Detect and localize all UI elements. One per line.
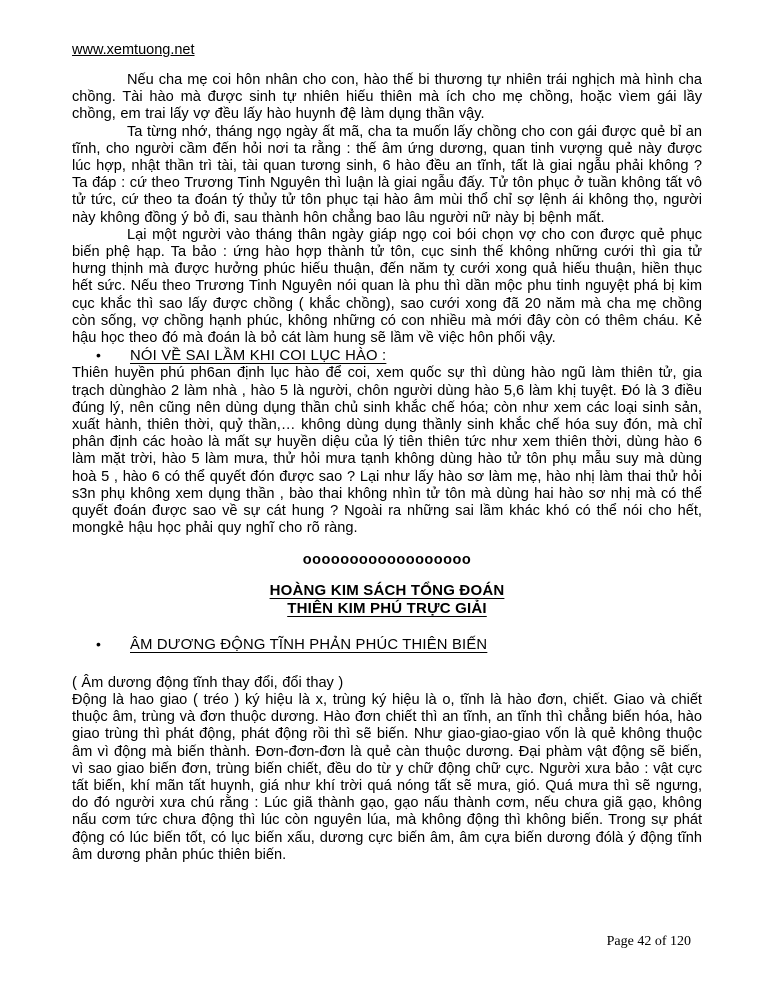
paragraph-thien-huyen-phu: Thiên huyền phú ph6an định lục hào để coi, xem quốc sự thì dùng hào ngũ làm thiên tử, gia trạch dùnghào 2 làm nhà , hào 5 là người, chôn người dùng hào 5,6 làm khị tuyệt. Đó là 3 điều đúng lý, nên cũng nên dùng dụng thần chủ sinh khắc chế hóa; còn như xem các loại sinh sản, xuất hành, thiên thời, quỷ thần,… không dùng dụng thầnly sinh khắc chế hóa suy đón, mà chỉ phân định các hoào là mất sự huyền diệu của lý tiên thiên tức như xem thiên thời, dùng hào 6 làm mặt trời, hào 5 làm mưa, thử hỏi mưa tạnh không dùng hào tử tôn phụ mẫu suy mà dùng hoà 5 , hào 6 có thể quyết đón được sao ? Lại như lấy hào sơ làm mẹ, hào nhị làm thai thử hỏi s3n phụ không xem dụng thần , bào thai không nhìn tử tôn mà dùng hai hào sơ nhị mà có thể quyết đoán được sao về sự cát hung ? Ngoài ra những sai lầm khác khó có thể nói cho hết, mongkẻ hậu học phải quy nghĩ cho rõ ràng. [72, 365, 702, 537]
section-heading-am-duong-dong-tinh [96, 636, 702, 654]
site-url-header: www.xemtuong.net [72, 42, 195, 58]
paragraph-first-anecdote: Ta từng nhớ, tháng ngọ ngày ất mã, cha ta muốn lấy chồng cho con gái được quẻ bỉ an tĩnh, cho người cầm đến hỏi nơi ta rằng : thế âm ứng dương, quan tinh vượng quẻ này được lúc hợp, nhật thần trì tài, tài quan tương sinh, 6 hào đều an tĩnh, tất là giai ngẫu phải không ? Ta đáp : cứ theo Trương Tinh Nguyên thì luận là giai ngẫu đấy. Tử tôn phục ở tuần không tất vô tử tức, cứ theo ta đoán tý thủy tử tôn phục tại hào âm mùi thổ chỉ sợ lệnh ái không thọ, người này không đồng ý bỏ đi, sau thành hôn chẳng bao lâu người nữ này bị bệnh mất. [72, 123, 702, 226]
section-heading-text: ÂM DƯƠNG ĐỘNG TĨNH PHẢN PHÚC THIÊN BIẾN [130, 637, 488, 654]
chapter-title-line2: THIÊN KIM PHÚ TRỰC GIẢI [287, 600, 487, 618]
chapter-title-block [72, 582, 702, 618]
section-heading-sai-lam-luc-hao [96, 347, 702, 365]
paragraph-dong-tinh-explanation: Động là hao giao ( tréo ) ký hiệu là x, trùng ký hiệu là o, tĩnh là hào đơn, chiết. Giao và chiết thuộc âm, trùng và đơn thuộc dương. Hào đơn chiết thì an tĩnh, an tĩnh thì chẳng biến hóa, hào giao trùng thì phát động, phát động rồi thì sẽ biến. Như giao-giao-giao vốn là quẻ không thuộc âm vì động mà biến thành. Đơn-đơn-đơn là quẻ càn thuộc dương. Đại phàm vật động sẽ biến, vì sao giao biến đơn, trùng biến chiết, đều do từ y chữ động chữ cực. Người xưa bảo : vật cực tất biến, khí mãn tất huynh, giá như khí trời quá nóng tất sẽ mưa, gió. Quá mưa thì sẽ ngưng, do đó người xưa chú rằng : Lúc giã thành gạo, gạo nấu thành cơm, nếu chưa giã gạo, không nấu cơm tức chưa động thì lúc còn nguyên lúa, mà không động thì không biến. Trong sự phát động có lúc biến tốt, có lục biến xấu, dương cực biến âm, âm cựa biến dương đólà ý động tĩnh âm dương phản phúc thiên biến. [72, 691, 702, 863]
paragraph-translation-note: ( Âm dương động tĩnh thay đổi, đổi thay ) [72, 674, 344, 691]
section-heading-text: NÓI VỀ SAI LẦM KHI COI LỤC HÀO : [130, 348, 387, 365]
paragraph-marriage-advice: Nếu cha mẹ coi hôn nhân cho con, hào thế bi thương tự nhiên trái nghịch mà hình cha chồng. Tài hào mà được sinh tự nhiên hiếu thiên mà ích cho mẹ chồng, hoặc vìem gái lầy chồng, em trai lấy vợ đều lấy hào huynh đệ làm dụng thần vậy. [72, 72, 702, 123]
bullet-icon: • [96, 347, 101, 364]
section-divider-ooo: oooooooooooooooooo [302, 552, 472, 569]
chapter-title-line1: HOÀNG KIM SÁCH TỔNG ĐOÁN [269, 582, 505, 600]
document-page-content [72, 42, 702, 864]
paragraph-second-anecdote: Lại một người vào tháng thân ngày giáp ngọ coi bói chọn vợ cho con được quẻ phục biến phệ hạp. Ta bảo : ứng hào hợp thành tử tôn, cục sinh thế không những cưới thì gia tử hưng thịnh mà được hưởng phúc hiếu thuận, đến năm tỵ cưới xong quả hiếu thuận, hiền thục hết sức. Nếu theo Trương Tinh Nguyên nói quan là phu thì dần mộc phu tinh nguyệt phá bị kim cục khắc thì sao lấy được chồng ( khắc chồng), sao cưới xong đã 20 năm mà cha mẹ chồng còn sống, vợ chồng hạnh phúc, không những có con nhiều mà mới đây còn có thêm cháu. Kẻ hậu học theo đó mà đoán là bỏ cát làm hung sẽ lầm về việc hôn phối vậy. [72, 226, 702, 347]
bullet-icon: • [96, 636, 101, 653]
page-number: Page 42 of 120 [606, 934, 691, 949]
